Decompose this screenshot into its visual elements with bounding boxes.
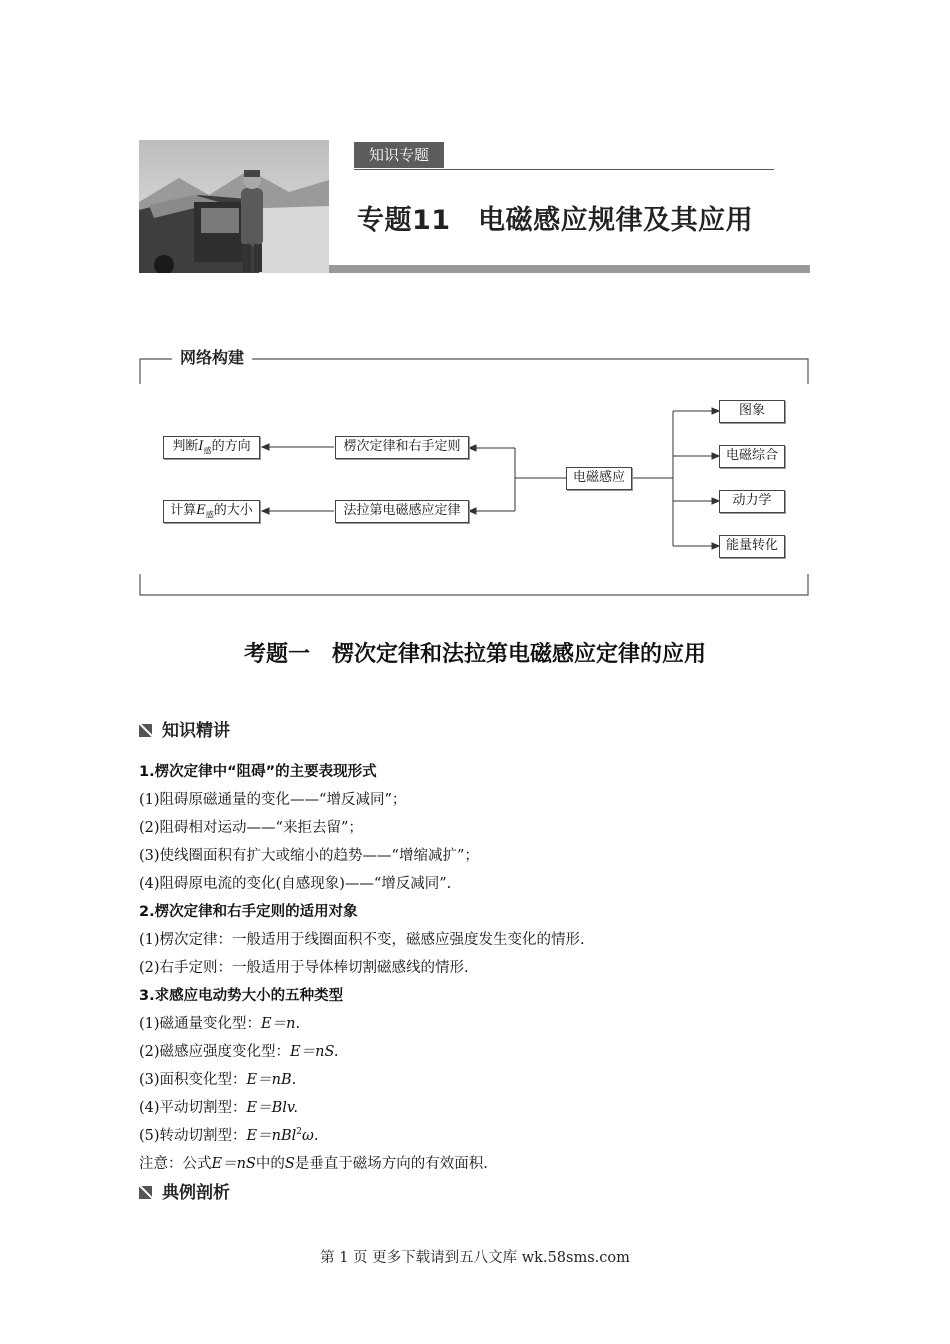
formula: E＝nS. (290, 1044, 339, 1060)
box-text: 判断 (172, 439, 199, 454)
formula: ω. (302, 1128, 319, 1144)
header-illustration (139, 140, 329, 273)
note-text: 中的 (255, 1156, 285, 1172)
box-em-comprehensive: 电磁综合 (719, 445, 785, 468)
network-frame (139, 358, 809, 596)
box-faraday-law: 法拉第电磁感应定律 (335, 500, 469, 523)
box-dynamics: 动力学 (719, 490, 785, 513)
paragraph: (4)阻碍原电流的变化(自感现象)——“增反减同”. (139, 876, 452, 892)
formula-label: (4)平动切割型： (139, 1100, 247, 1116)
example-heading (139, 1178, 230, 1203)
header-rule (354, 169, 774, 170)
page-title: 专题11 电磁感应规律及其应用 (357, 205, 754, 236)
header-tag: 知识专题 (354, 142, 444, 168)
paragraph: (2)阻碍相对运动——“来拒去留”； (139, 820, 363, 836)
formula: E＝nS (211, 1156, 256, 1172)
formula-line (139, 1124, 318, 1145)
note-line (139, 1152, 488, 1173)
network-title: 网络构建 (172, 348, 252, 368)
section-marker-icon (139, 724, 152, 737)
box-lenz-right-hand: 楞次定律和右手定则 (335, 436, 469, 459)
box-text: 的方向 (211, 439, 251, 454)
box-judge-current-direction (163, 436, 260, 459)
header-bar (329, 265, 810, 273)
box-em-induction: 电磁感应 (566, 467, 632, 490)
symbol-i: I (198, 439, 204, 454)
formula-line (139, 1040, 339, 1061)
box-energy-conversion: 能量转化 (719, 535, 785, 558)
formula: E＝nB. (246, 1072, 297, 1088)
section-title: 考题一 楞次定律和法拉第电磁感应定律的应用 (243, 642, 706, 667)
formula: E＝nBl (246, 1128, 297, 1144)
formula-line (139, 1068, 296, 1089)
box-text: 计算 (170, 503, 197, 518)
formula-line (139, 1012, 300, 1033)
heading-3: 3.求感应电动势大小的五种类型 (139, 988, 344, 1004)
subscript: 感 (203, 446, 212, 456)
section-marker-icon (139, 1186, 152, 1199)
formula-label: (5)转动切割型： (139, 1128, 247, 1144)
formula-label: (1)磁通量变化型： (139, 1016, 262, 1032)
formula: S (284, 1156, 295, 1172)
box-calc-emf-magnitude (163, 500, 260, 523)
subscript: 感 (205, 510, 214, 520)
heading-2: 2.楞次定律和右手定则的适用对象 (139, 904, 358, 920)
paragraph: (1)阻碍原磁通量的变化——“增反减同”； (139, 792, 407, 808)
symbol-e: E (196, 503, 206, 518)
example-heading-text: 典例剖析 (162, 1183, 230, 1203)
knowledge-heading (139, 716, 230, 741)
box-graph: 图象 (719, 400, 785, 423)
paragraph: (2)右手定则：一般适用于导体棒切割磁感线的情形. (139, 960, 469, 976)
superscript: 2 (296, 1127, 302, 1138)
knowledge-heading-text: 知识精讲 (162, 721, 230, 741)
paragraph: (3)使线圈面积有扩大或缩小的趋势——“增缩减扩”； (139, 848, 479, 864)
paragraph: (1)楞次定律：一般适用于线圈面积不变，磁感应强度发生变化的情形. (139, 932, 585, 948)
formula-line (139, 1096, 298, 1117)
note-text: 是垂直于磁场方向的有效面积. (294, 1156, 488, 1172)
box-text: 的大小 (213, 503, 253, 518)
formula-label: (2)磁感应强度变化型： (139, 1044, 291, 1060)
formula-label: (3)面积变化型： (139, 1072, 247, 1088)
note-text: 注意：公式 (139, 1156, 212, 1172)
formula: E＝Blv. (246, 1100, 299, 1116)
formula: E＝n. (261, 1016, 301, 1032)
page-footer: 第 1 页 更多下载请到五八文库 wk.58sms.com (320, 1250, 630, 1266)
heading-1: 1.楞次定律中“阻碍”的主要表现形式 (139, 764, 377, 780)
